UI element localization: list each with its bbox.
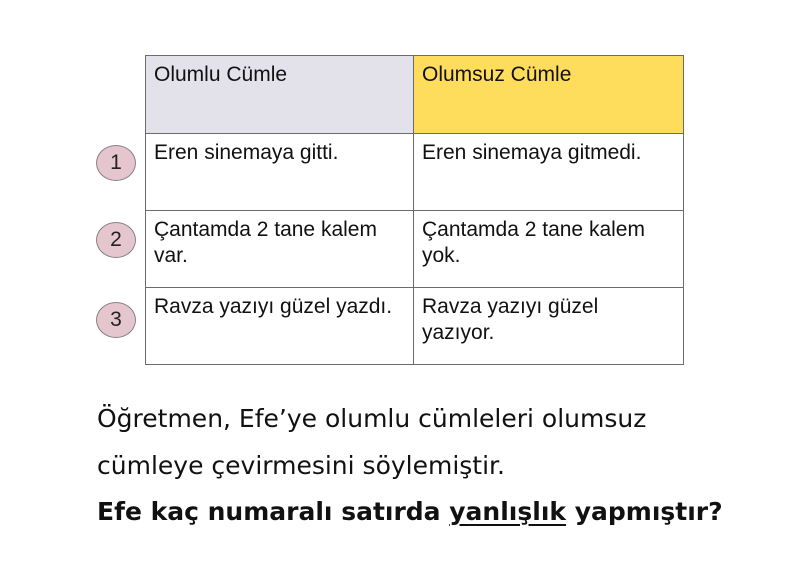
question-line-3 <box>97 497 787 526</box>
row-number-badge-2: 2 <box>96 222 136 258</box>
positive-sentence-2: Çantamda 2 tane kalem var. <box>146 211 414 288</box>
negative-sentence-3: Ravza yazıyı güzel yazıyor. <box>414 288 684 365</box>
positive-header: Olumlu Cümle <box>146 56 414 134</box>
negative-header: Olumsuz Cümle <box>414 56 684 134</box>
question-underlined-word: yanlışlık <box>449 497 567 526</box>
row-number-badge-1: 1 <box>96 145 136 181</box>
table-row <box>146 134 684 211</box>
table-header-row <box>146 56 684 134</box>
sentence-table <box>145 55 684 365</box>
negative-sentence-1: Eren sinemaya gitmedi. <box>414 134 684 211</box>
positive-sentence-3: Ravza yazıyı güzel yazdı. <box>146 288 414 365</box>
row-number-badge-3: 3 <box>96 302 136 338</box>
question-line-1: Öğretmen, Efe’ye olumlu cümleleri olumsuz <box>97 404 647 433</box>
table-row <box>146 288 684 365</box>
positive-sentence-1: Eren sinemaya gitti. <box>146 134 414 211</box>
table-row <box>146 211 684 288</box>
question-line-3-start: Efe kaç numaralı satırda <box>97 497 450 526</box>
question-line-2: cümleye çevirmesini söylemiştir. <box>97 451 505 480</box>
question-line-3-end: yapmıştır? <box>566 497 723 526</box>
negative-sentence-2: Çantamda 2 tane kalem yok. <box>414 211 684 288</box>
